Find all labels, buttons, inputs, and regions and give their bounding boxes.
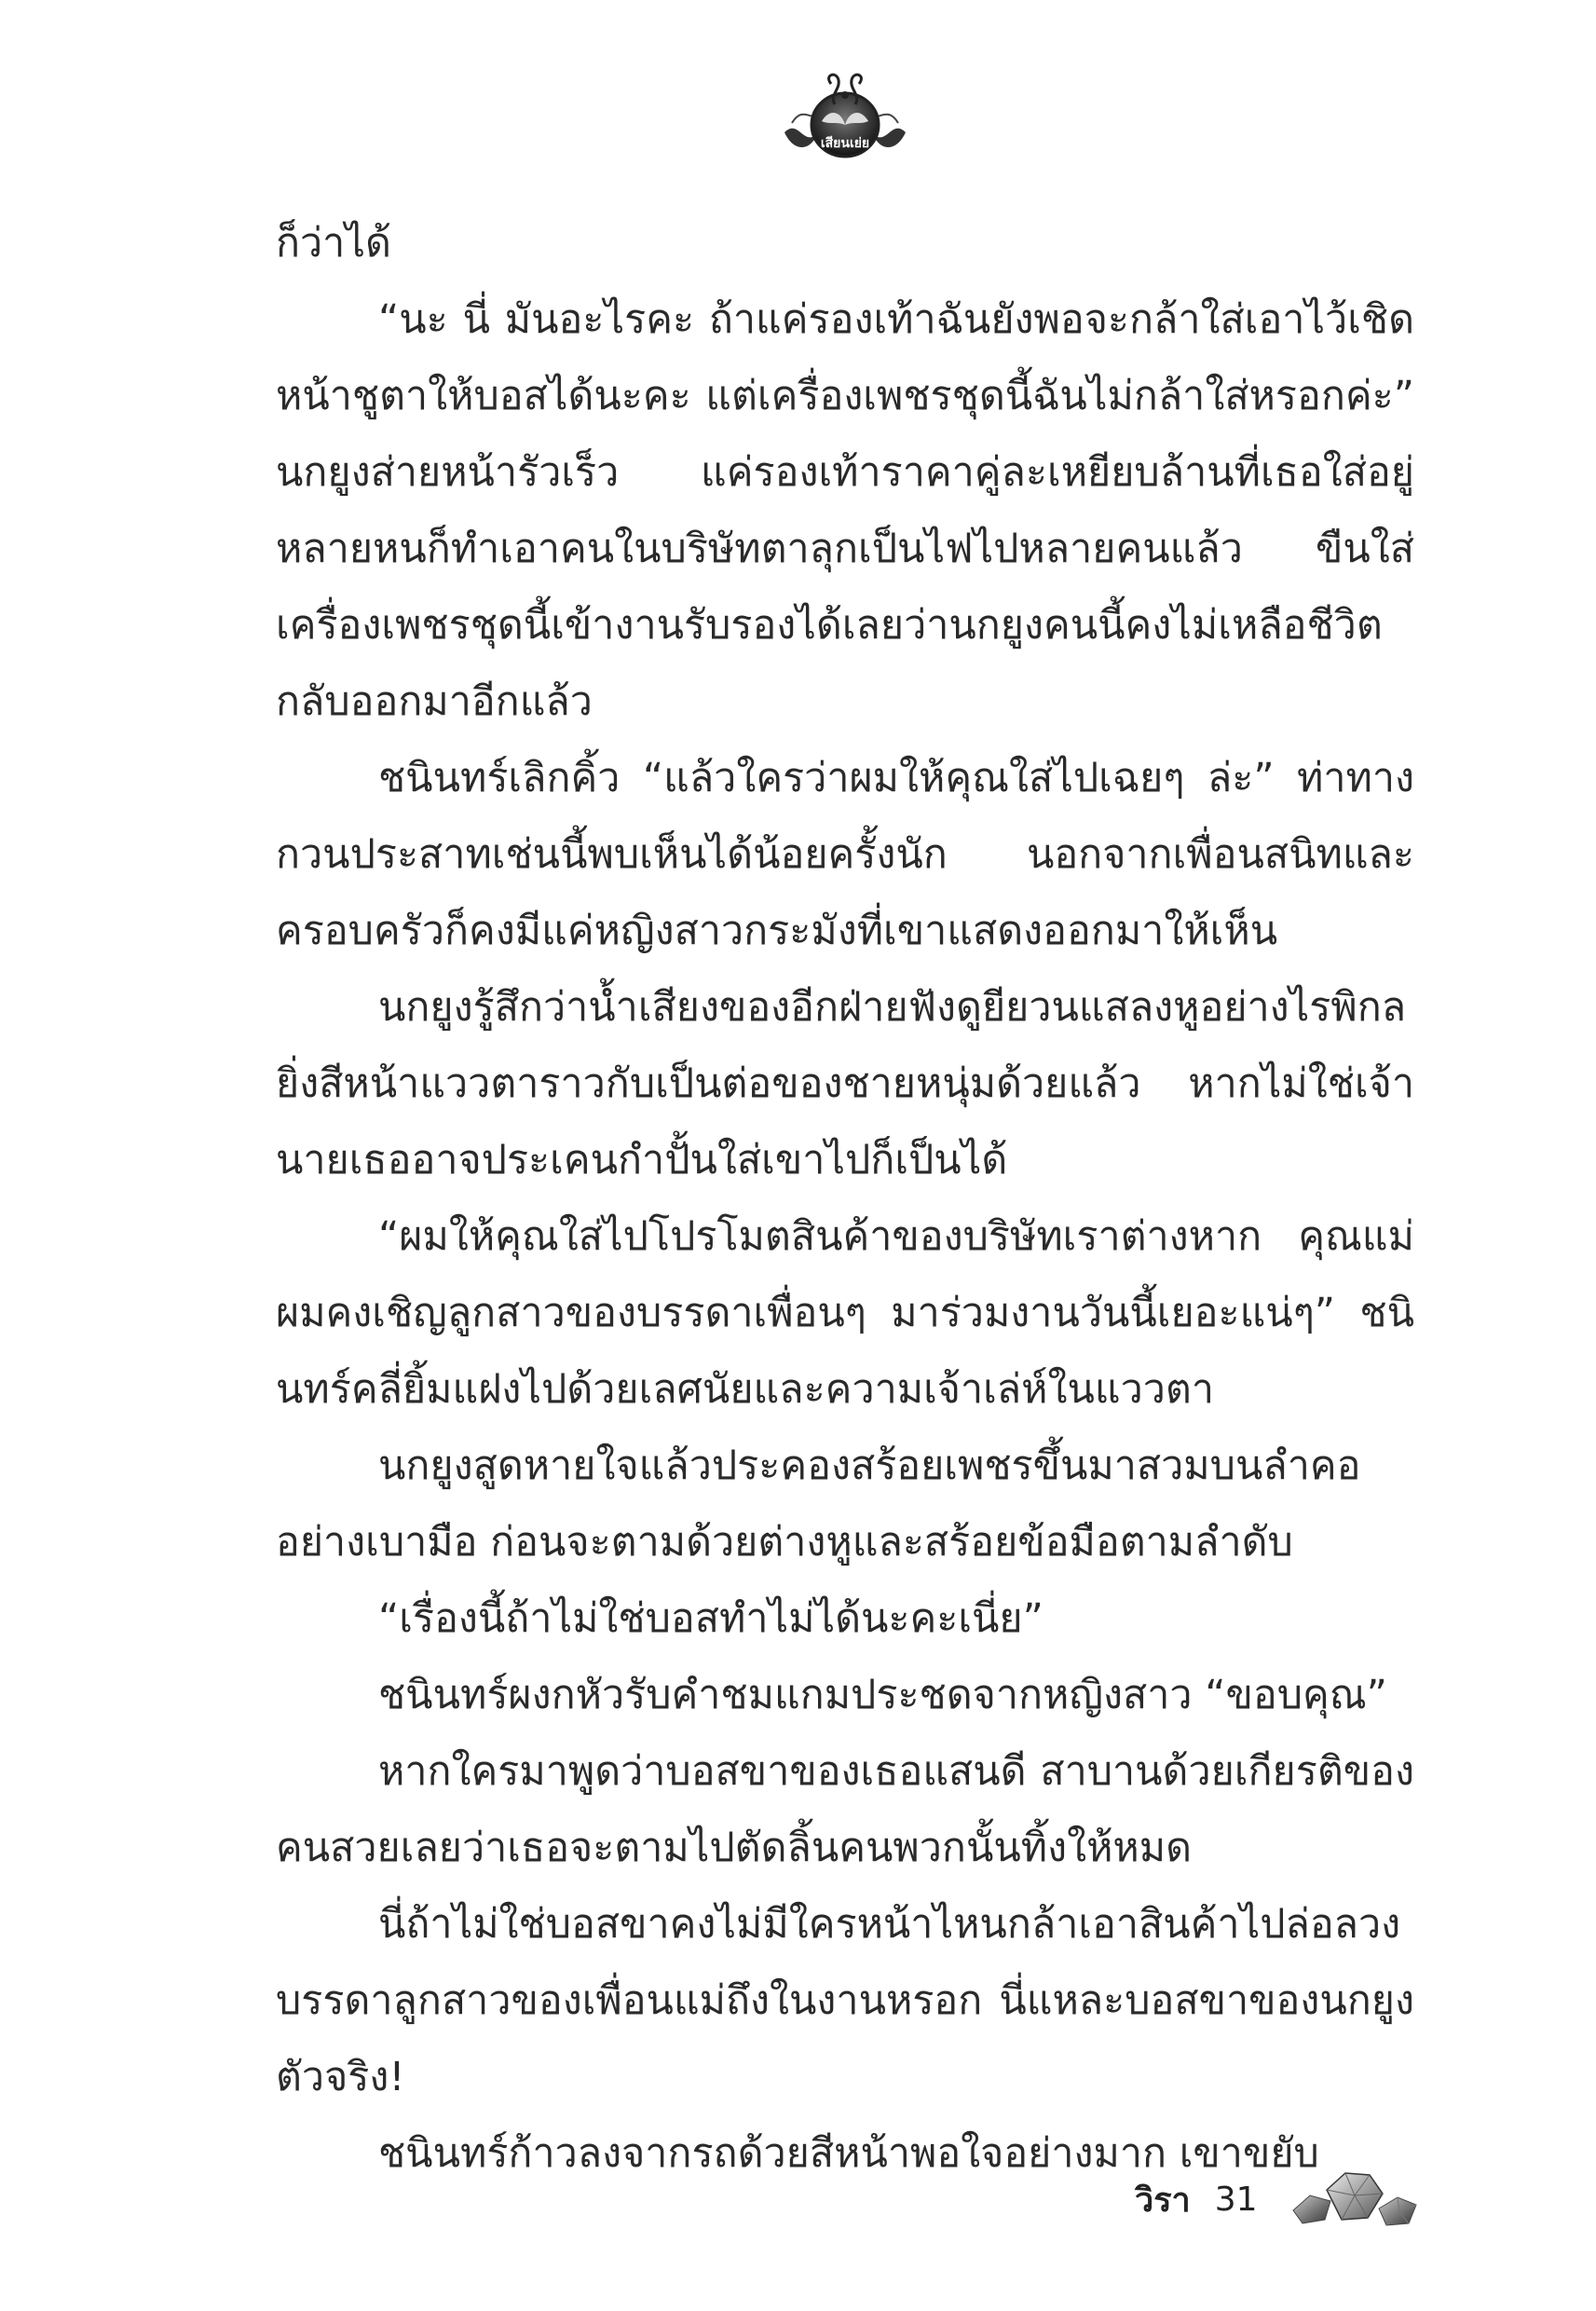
page-body bbox=[276, 205, 1414, 2192]
paragraph-2: “นะ นี่ มันอะไรคะ ถ้าแค่รองเท้าฉันยังพอจะกล้าใส่เอาไว้เชิดหน้าชูตาให้บอสได้นะคะ แต่เครื่องเพชรชุดนี้ฉันไม่กล้าใส่หรอกค่ะ” นกยูงส่ายหน้ารัวเร็ว แค่รองเท้าราคาคู่ละเหยียบล้านที่เธอใส่อยู่หลายหนก็ทำเอาคนในบริษัทตาลุกเป็นไฟไปหลายคนแล้ว ขืนใส่เครื่องเพชรชุดนี้เข้างานรับรองได้เลยว่านกยูงคนนี้คงไม่เหลือชีวิตกลับออกมาอีกแล้ว bbox=[276, 296, 1414, 725]
book-title: วิรา bbox=[1135, 2181, 1191, 2220]
paragraph-10: นี่ถ้าไม่ใช่บอสขาคงไม่มีใครหน้าไหนกล้าเอาสินค้าไปล่อลวงบรรดาลูกสาวของเพื่อนแม่ถึงในงานหรอก นี่แหละบอสขาของนกยูงตัวจริง! bbox=[276, 1901, 1414, 2100]
paragraph-5: “ผมให้คุณใส่ไปโปรโมตสินค้าของบริษัทเราต่างหาก คุณแม่ผมคงเชิญลูกสาวของบรรดาเพื่อนๆ มาร่วมงานวันนี้เยอะแน่ๆ” ชนินทร์คลี่ยิ้มแฝงไปด้วยเลศนัยและความเจ้าเล่ห์ในแววตา bbox=[276, 1213, 1414, 1413]
page-number: 31 bbox=[1214, 2180, 1258, 2219]
paragraph-11: ชนินทร์ก้าวลงจากรถด้วยสีหน้าพอใจอย่างมาก เขาขยับ bbox=[378, 2130, 1319, 2177]
ornate-swan-crest-icon bbox=[775, 67, 915, 170]
paragraph-1: ก็ว่าได้ bbox=[276, 220, 391, 267]
paragraph-3: ชนินทร์เลิกคิ้ว “แล้วใครว่าผมให้คุณใส่ไปเฉยๆ ล่ะ” ท่าทางกวนประสาทเช่นนี้พบเห็นได้น้อยครั้งนัก นอกจากเพื่อนสนิทและครอบครัวก็คงมีแค่หญิงสาวกระมังที่เขาแสดงออกมาให้เห็น bbox=[276, 755, 1414, 954]
paragraph-9: หากใครมาพูดว่าบอสขาของเธอแสนดี สาบานด้วยเกียรติของคนสวยเลยว่าเธอจะตามไปตัดลิ้นคนพวกนั้นทิ้งให้หมด bbox=[276, 1748, 1414, 1871]
paragraph-8: ชนินทร์ผงกหัวรับคำชมแกมประชดจากหญิงสาว “ขอบคุณ” bbox=[378, 1672, 1387, 1718]
logo-text: เสียนเย่ย bbox=[820, 136, 870, 151]
page-footer bbox=[1135, 2162, 1420, 2236]
paragraph-7: “เรื่องนี้ถ้าไม่ใช่บอสทำไม่ได้นะคะเนี่ย” bbox=[378, 1595, 1044, 1642]
gemstones-icon bbox=[1289, 2162, 1420, 2236]
paragraph-4: นกยูงรู้สึกว่าน้ำเสียงของอีกฝ่ายฟังดูยียวนแสลงหูอย่างไรพิกล ยิ่งสีหน้าแววตาราวกับเป็นต่อของชายหนุ่มด้วยแล้ว หากไม่ใช่เจ้านายเธออาจประเคนกำปั้นใส่เขาไปก็เป็นได้ bbox=[276, 984, 1414, 1183]
paragraph-6: นกยูงสูดหายใจแล้วประคองสร้อยเพชรขึ้นมาสวมบนลำคออย่างเบามือ ก่อนจะตามด้วยต่างหูและสร้อยข้อมือตามลำดับ bbox=[276, 1443, 1361, 1566]
